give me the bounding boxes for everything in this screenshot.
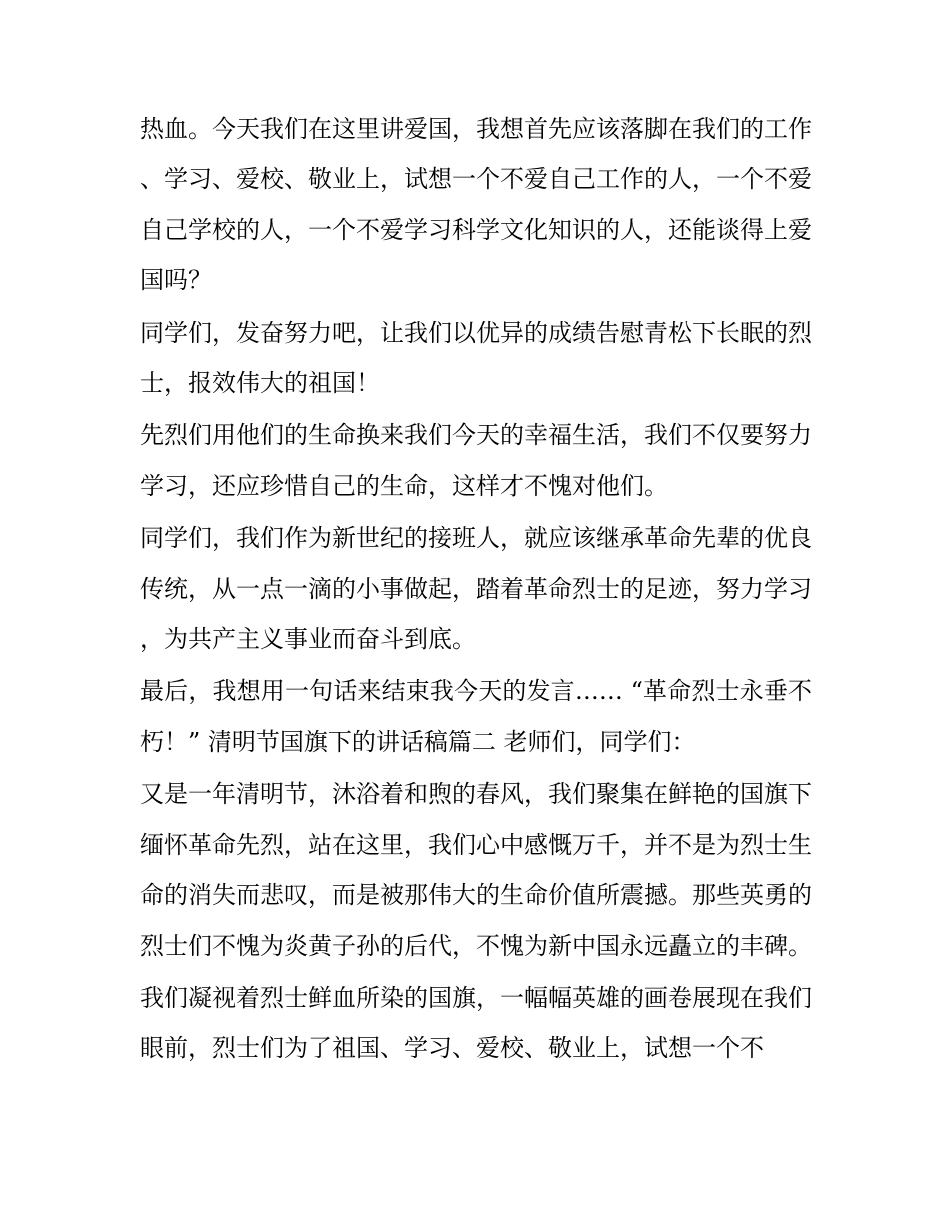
paragraph: 同学们，我们作为新世纪的接班人，就应该继承革命先辈的优良传统，从一点一滴的小事做起，踏着革命烈士的足迹，努力学习，为共产主义事业而奋斗到底。 (140, 524, 812, 654)
paragraph: 热血。今天我们在这里讲爱国，我想首先应该落脚在我们的工作、学习、爱校、敬业上，试想一个不爱自己工作的人，一个不爱自己学校的人，一个不爱学习科学文化知识的人，还能谈得上爱国吗？ (140, 115, 812, 295)
paragraph: 又是一年清明节，沐浴着和煦的春风，我们聚集在鲜艳的国旗下缅怀革命先烈，站在这里，我们心中感慨万千，并不是为烈士生命的消失而悲叹，而是被那伟大的生命价值所震撼。那些英勇的烈士们不愧为炎黄子孙的后代，不愧为新中国永远矗立的丰碑。 (140, 780, 812, 960)
paragraph: 先烈们用他们的生命换来我们今天的幸福生活，我们不仅要努力学习，还应珍惜自己的生命，这样才不愧对他们。 (140, 421, 812, 500)
paragraph: 同学们，发奋努力吧，让我们以优异的成绩告慰青松下长眠的烈士，报效伟大的祖国！ (140, 318, 812, 398)
paragraph: 最后，我想用一句话来结束我今天的发言…… “革命烈士永垂不朽！” 清明节国旗下的讲话稿篇二 老师们，同学们： (140, 677, 812, 756)
paragraph: 我们凝视着烈士鲜血所染的国旗，一幅幅英雄的画卷展现在我们眼前，烈士们为了祖国、学习、爱校、敬业上，试想一个不 (140, 983, 812, 1063)
document-body (140, 104, 812, 1076)
